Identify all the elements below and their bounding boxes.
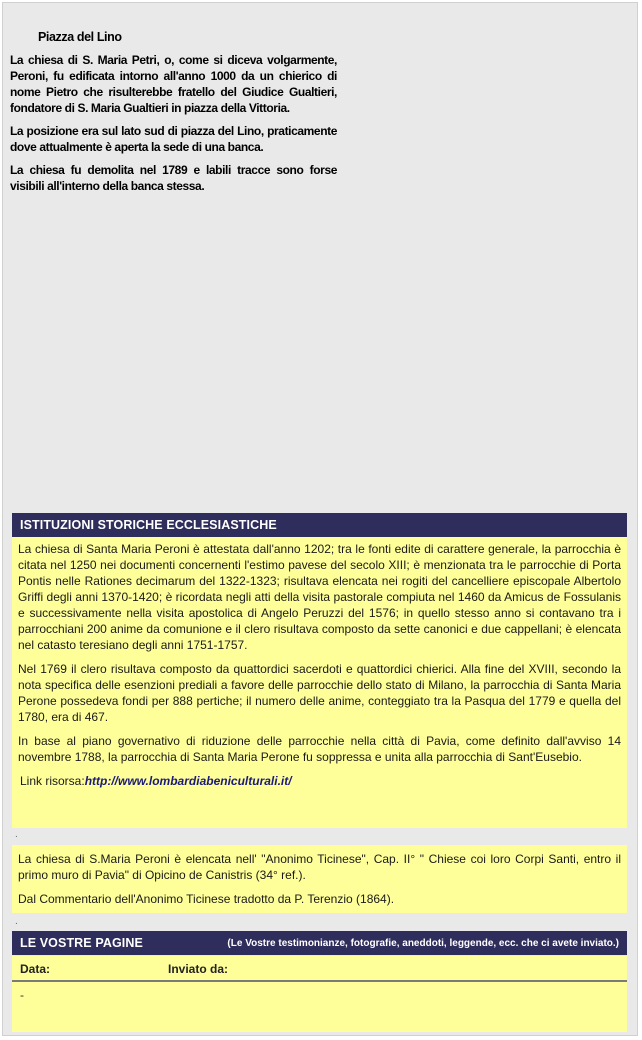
column-inviato: Inviato da:	[168, 962, 229, 976]
istituzioni-paragraph: In base al piano governativo di riduzione delle parrocchie nella città di Pavia, come definito dall'avviso 14 novembre 1788, la parrocchia di Santa Maria Perone fu soppressa e unita alla parrocchia di Sant'Eusebio.	[18, 734, 621, 764]
vostre-pagine-note: (Le Vostre testimonianze, fotografie, aneddoti, leggende, ecc. che ci avete inviato.)	[227, 937, 619, 949]
anonimo-paragraph: La chiesa di S.Maria Peroni è elencata nell' "Anonimo Ticinese", Cap. II° " Chiese coi loro Corpi Santi, entro il primo muro di Pavia" di Opicino de Canistris (34° ref.).	[18, 852, 621, 882]
istituzioni-header	[12, 513, 627, 537]
vostre-pagine-title: LE VOSTRE PAGINE	[20, 936, 143, 950]
vostre-pagine-table-header	[12, 956, 627, 982]
separator-dot: .	[15, 829, 18, 840]
intro-paragraph: La posizione era sul lato sud di piazza del Lino, praticamente dove attualmente è aperta la sede di una banca.	[10, 124, 337, 154]
separator-dot: .	[15, 916, 18, 927]
intro-paragraph: La chiesa di S. Maria Petri, o, come si diceva volgarmente, Peroni, fu edificata intorno all'anno 1000 da un chierico di nome Pietro che risulterebbe fratello del Giudice Gualtieri, fondatore di S. Maria Gualtieri in piazza della Vittoria.	[10, 53, 337, 115]
anonimo-paragraph: Dal Commentario dell'Anonimo Ticinese tradotto da P. Terenzio (1864).	[18, 892, 395, 906]
istituzioni-title: ISTITUZIONI STORICHE ECCLESIASTICHE	[20, 518, 277, 532]
intro-title: Piazza del Lino	[38, 30, 122, 44]
resource-link-label: Link risorsa:	[20, 774, 85, 788]
istituzioni-panel	[12, 537, 627, 828]
vostre-pagine-row	[12, 982, 627, 1032]
vostre-pagine-header	[12, 931, 627, 955]
column-data: Data:	[20, 962, 51, 976]
anonimo-panel	[12, 845, 627, 913]
resource-link-line	[20, 773, 621, 789]
istituzioni-paragraph: La chiesa di Santa Maria Peroni è attestata dall'anno 1202; tra le fonti edite di carattere generale, la parrocchia è citata nel 1250 nei documenti concernenti l'estimo pavese del secolo XIII; è menzionata tra le parrocchie di Porta Pontis nelle Rationes decimarum del 1322-1323; risultava elencata nei rogiti del cancelliere episcopale Albertolo Griffi degli anni 1370-1420; è ricordata negli atti della visita pastorale compiuta nel 1460 da Amicus de Fossulanis e successivamente nella visita apostolica di Angelo Peruzzi del 1576; in quello stesso anno si contavano tra i parrocchiani 200 anime da comunione e il clero risultava composto da sette canonici e due cappellani; è elencata nel catasto teresiano degli anni 1751-1757.	[18, 542, 621, 652]
istituzioni-paragraph: Nel 1769 il clero risultava composto da quattordici sacerdoti e quattordici chierici. Alla fine del XVIII, secondo la nota specifica delle esenzioni prediali a favore delle parrocchie dello stato di Milano, la parrocchia di Santa Maria Perone possedeva fondi per 888 pertiche; il numero delle anime, conteggiato tra la Pasqua del 1779 e quella del 1780, era di 467.	[18, 662, 621, 724]
resource-link[interactable]: http://www.lombardiabeniculturali.it/	[84, 774, 292, 788]
intro-paragraph: La chiesa fu demolita nel 1789 e labili tracce sono forse visibili all'interno della banca stessa.	[10, 163, 337, 193]
row-value: -	[20, 988, 24, 1002]
intro-section	[10, 30, 337, 201]
